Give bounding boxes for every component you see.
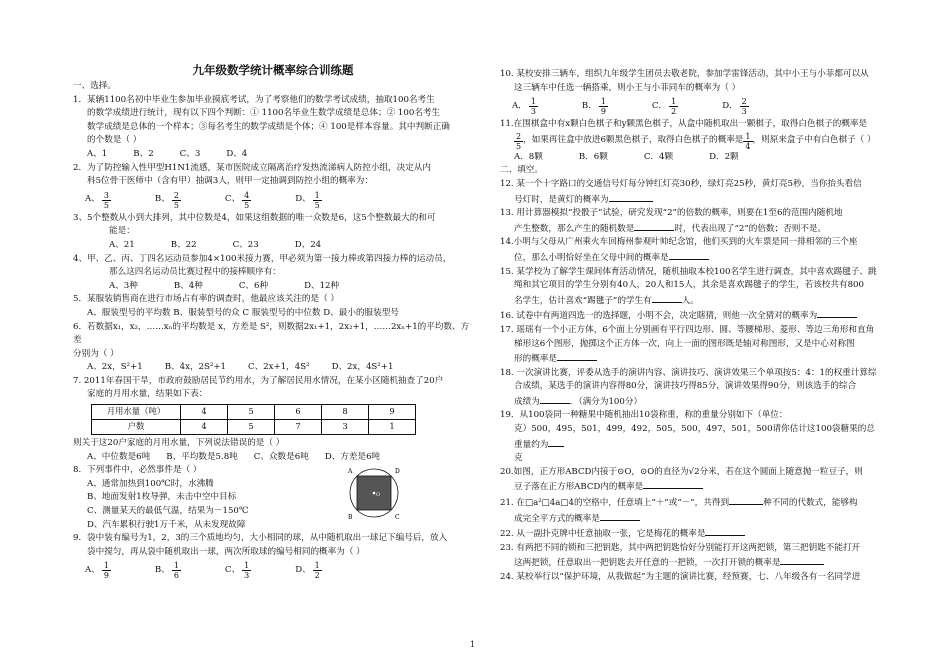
q23-line: 23. 有两把不同的锁和三把钥匙，其中两把钥匙恰好分别能打开这两把锁，第三把钥匙不能打开 [500,542,861,553]
q1-line: 1．某辆1100名初中毕业生参加毕业摸底考试，为了考察他们的数学考试成绩，抽取100名考生 [73,94,435,105]
table-header-cell: 月用水量（吨） [92,405,181,420]
section-heading-choice: 一、选择。 [73,81,116,91]
q19-line: 克 [514,453,523,464]
option: C、 $\frac{1}{3}$ [224,561,250,581]
section-heading-fill: 二、填空。 [500,165,543,176]
vertex-label: C [395,514,400,521]
q17-line: 17. 瑶瑶有一个小正方体，6个面上分别画有平行四边形、圆、等腰梯形、菱形、等边三角形和直角 [500,324,875,335]
table-cell: 8 [322,405,369,420]
q5-line: 5．某服装销售商在进行市场占有率的调查时，他最应该关注的是（ ） [73,294,340,305]
q7-line: 7. 2011年春国干旱，市政府鼓励居民节约用水，为了解居民用水情况，在某小区随机抽查了20户 [73,375,444,386]
table-cell: 7 [275,420,322,435]
q8-item: C、测量某天的最低气温，结果为－150℃ [87,506,249,517]
option: B、4种 [173,280,203,291]
q1-options [73,148,473,162]
q4-line: 那么这四名运动员比赛过程中的接棒顺序有： [109,267,281,278]
table-cell: 9 [369,405,416,420]
q11-line: $\frac{2}{5}$ ，如果再往盒中放进6颗黑色棋子，取得白色棋子的概率是 $\frac{1}{4}$ ，则原来盒子中有白色棋子（ ） [516,131,876,151]
option: D、12种 [304,280,340,291]
page-number: 1 [470,640,476,649]
q22-line: 22. 从一副扑克牌中任意抽取一张，它是梅花的概率是 [500,526,882,542]
q6-options [73,361,473,375]
q12-line: 12. 某一个十字路口的交通信号灯每分钟红灯亮30秒，绿灯亮25秒，黄灯亮5秒，当你抬头看信 [500,178,862,189]
q21-line: 成完全平方式的概率是 [500,511,882,527]
vertex-label: D [395,468,400,475]
q3-line: 能是： [109,226,135,237]
q1-line: 的个数是（ ） [87,135,142,146]
q19-line: 19．从100袋同一种糖果中随机抽出10袋称重，称的重量分别如下（单位： [500,410,788,421]
table-cell: 6 [275,405,322,420]
q20-line: 20.如图，正方形ABCD内接于⊙O，⊙O的直径为√2分米，若在这个圆面上随意抛一粒豆子，则 [500,466,863,477]
option: B、4x，2S²+1 [164,362,227,373]
option: C、3 [179,148,201,159]
q9-options [73,561,473,580]
q4-options [73,280,473,294]
option: C、2x+1，4S² [248,362,310,373]
option: B、22 [170,239,197,250]
option: A、2x，S²+1 [87,362,143,373]
option: B．6颗 [578,151,608,162]
q3-options [73,239,473,253]
water-usage-table [91,404,416,435]
option: A、1 [87,148,108,159]
option: D、 $\frac{1}{2}$ [295,561,320,581]
table-row [92,420,416,435]
option: D、4 [226,148,248,159]
q11-line: 11.在围棋盒中有x颗白色棋子和y颗黑色棋子，从盒中随机取出一颗棋子，取得白色棋子的概率是 [500,119,868,130]
table-row [92,405,416,420]
option: A． $\frac{1}{3}$ [512,97,536,117]
left-column [73,80,473,582]
vertex-label: A [348,468,353,475]
q2-line: 2．为了防控输入性甲型H1N1流感，某市医院成立隔离治疗发热流涕病人防控小组，决定从内 [73,162,431,173]
option: A、 $\frac{1}{9}$ [85,561,109,581]
option: B． $\frac{1}{9}$ [581,97,606,117]
table-cell: 3 [322,420,369,435]
option: C．4颗 [643,151,674,162]
q2-options [73,191,473,210]
option: B、平均数是5.8吨 [166,451,238,462]
q11-options [500,151,882,165]
q3-line: 3、5个整数从小到大排列，其中位数是4，如果这组数据的唯一众数是6，这5个整数最大的和可 [73,212,436,223]
q18-line: 成绩为 ．（满分为100分） [500,394,882,410]
q6-line: 6．若数据x₁，x₂，……xₙ的平均数是 x，方差是 S²，则数据2x₁+1，2x₂+1，……2xₙ+1的平均数、方差 [73,321,470,346]
q16-line: 16. 试卷中有两道四选一的选择题，小明不会，决定瞎猜，则他一次全猜对的概率为 [500,308,882,324]
q14-line: 14.小明与父母从广州乘火车回梅州参观叶帅纪念馆，他们买到的火车票是同一排相邻的三个座 [500,237,858,248]
q8-line: 8．下列事件中，必然事件是（ ） [73,465,202,476]
option: D、 $\frac{1}{5}$ [295,190,320,210]
q23-line: 这两把锁，任意取出一把钥匙去开任意的一把锁，一次打开锁的概率是 [500,555,882,571]
q10-line: 这三辆车中任选一辆搭乘，则小王与小菲同车的概率为（ ） [514,82,741,93]
option: A、 $\frac{3}{5}$ [85,190,109,210]
vertex-label: B [348,514,353,521]
option: D、方差是6吨 [324,451,381,462]
q17-line: 形的概率是 [500,351,882,367]
circle-square-figure [346,465,402,521]
q7-line: 家庭的月用水量，结果如下表： [87,389,208,400]
option: C． $\frac{1}{2}$ [651,97,677,117]
q18-line: 18. 一次演讲比赛，评委从选手的演讲内容、演讲技巧、演讲效果三个单项按5：4：1的权重计算综 [500,367,877,378]
q12-line: 号灯时，是黄灯的概率为 [500,192,882,208]
q24-line: 24. 某校举行以“保护环境，从我做起”为主题的演讲比赛，经预赛，七、八年级各有一名同学进 [500,572,861,582]
option: A、3种 [109,280,138,291]
option: A、中位数是6吨 [87,451,151,462]
option: C、众数是6吨 [253,451,309,462]
q18-line: 合成绩，某选手的演讲内容得80分，演讲技巧得85分，演讲效果得90分，则该选手的综合 [514,381,857,392]
q9-line: 9．袋中装有编号为1，2，3的三个质地均匀，大小相同的球，从中随机取出一球记下编号后，放入 [73,533,448,544]
q4-line: 4、甲、乙、丙、丁四名运动员参加4×100米接力赛，甲必须为第一接力棒或第四接力棒的运动员， [73,253,452,264]
q8-item: D、汽车累积行驶1万千米，从未发现故障 [87,519,246,530]
table-cell: 4 [181,405,228,420]
option: B、 $\frac{2}{5}$ [154,190,179,210]
q8-item: A、通常加热到100℃时，水沸腾 [87,478,214,489]
q15-line: 15. 某学校为了解学生课间体育活动情况，随机抽取本校100名学生进行调查，其中喜欢踢毽子、跳 [500,266,877,277]
q10-line: 10. 某校安排三辆车，组织九年级学生团员去敬老院，参加学雷锋活动，其中小王与小菲都可以从 [500,69,869,79]
table-cell: 4 [181,420,228,435]
option: B、2 [133,148,154,159]
q17-line: 梯形这6个图形，抛掷这个正方体一次，向上一面的图形既是轴对称图形，又是中心对称图 [514,338,855,349]
q7-after: 则关于这20户家庭的月用水量，下列说法错误的是（ ） [73,438,285,449]
q2-line: 科5位骨干医师中（含有甲）抽调3人，则甲一定抽调到防控小组的概率为： [87,176,373,187]
q21-line: 21. 在□a²□4a□4的空格中，任意填上“＋”或“－”，共得到 种不同的代数式，能够构 [500,495,882,511]
table-cell: 5 [228,405,275,420]
q10-options [500,97,882,116]
option: D．2颗 [709,151,739,162]
option: C、6种 [238,280,269,291]
q1-line: 数学成绩是总体的一个样本；③每名考生的数学成绩是个体；④ 100是样本容量。其中判断正确 [87,121,450,132]
q7-options [73,451,473,465]
q9-line: 袋中搅匀，再从袋中随机取出一球，两次所取球的编号相同的概率为（ ） [87,546,365,557]
table-header-cell: 户数 [92,420,181,435]
q15-line: 绳和其它项目的学生分别有40人，20人和15人，其余是喜欢踢毽子的学生，若该校共有800 [514,280,864,291]
page-title: 九年级数学统计概率综合训练题 [192,63,354,77]
q6-line: 分别为（ ） [73,348,119,359]
q8-item: B、地面发射1枚导弹，未击中空中目标 [87,492,237,503]
q19-line: 克）500，495，501，499，492，505，500，497，501，500请你估计这100袋糖果的总重量约为 [514,424,875,450]
option: D、24 [294,239,322,250]
q1-line: 的数学成绩进行统计，现有以下四个判断：① 1100名毕业生数学成绩是总体；② 100名考生 [87,108,441,119]
q5-options: A、服装型号的平均数 B、服装型号的众 C 服装型号的中位数 D、最小的服装型号 [87,307,399,318]
option: A．8颗 [514,151,543,162]
q14-line: 位，那么小明恰好坐在父母中间的概率是 [500,250,882,266]
q15-line: 名学生，估计喜欢“踢毽子”的学生有 人。 [500,293,882,309]
option: D、2x，4S²+1 [331,362,394,373]
option: C、 $\frac{4}{5}$ [224,190,250,210]
center-point [373,492,376,495]
q13-line: 13. 用计算器模拟“投骰子”试验，研究发现“2”的倍数的概率，则要在1至6的范围内随机地 [500,208,843,219]
q20-line: 豆子落在正方形ABCD内的概率是 [500,479,882,495]
table-cell: 5 [228,420,275,435]
q13-line: 产生整数，那么产生的随机数是 时，代表出现了“2”的倍数；否则不是。 [500,221,882,237]
option: D． $\frac{2}{3}$ [722,97,747,117]
table-cell: 1 [369,420,416,435]
option: A、21 [109,239,135,250]
option: C、23 [232,239,259,250]
option: B、 $\frac{1}{6}$ [154,561,179,581]
right-column [500,68,882,585]
vertex-label: O [376,492,381,498]
